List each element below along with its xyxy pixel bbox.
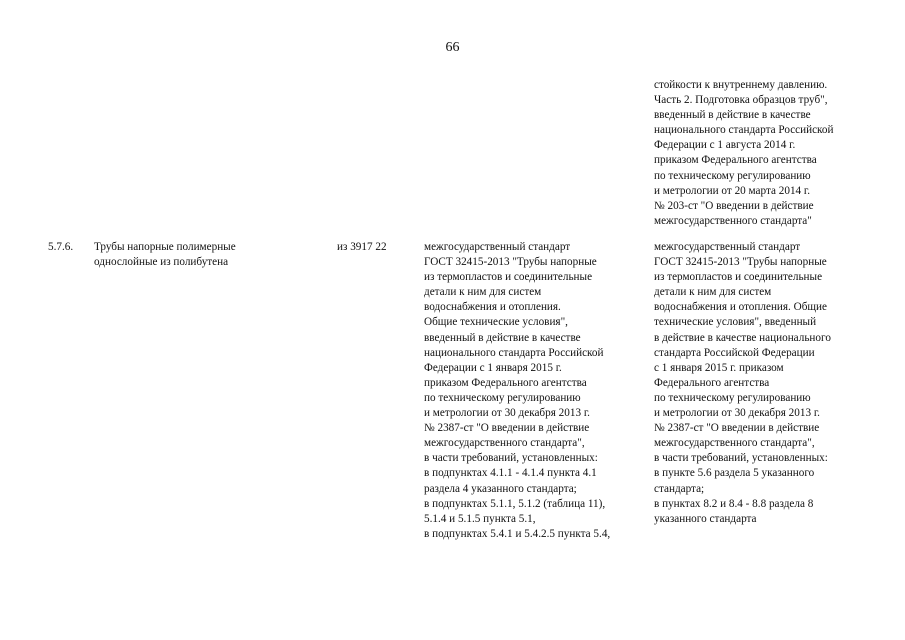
standard-test-methods-text: межгосударственный стандарт ГОСТ 32415-2013 "Трубы напорные из термопластов и соединительные детали к ним для систем водоснабжения и отопления. Общие технические условия", введенный в действие в качестве национального стандарта Российской Федерации с 1 января 2015 г. приказом Федерального агентства по техническому регулированию и метрологии от 30 декабря 2013 г. № 2387-ст "О введении в действие межгосударственного стандарта", в части требований, установленных: в пункте 5.6 раздела 5 указанного стандарта; в пунктах 8.2 и 8.4 - 8.8 раздела 8 указанного стандарта (654, 241, 831, 525)
row-number: 5.7.6. (48, 241, 74, 253)
standard-requirements-text: межгосударственный стандарт ГОСТ 32415-2013 "Трубы напорные из термопластов и соединительные детали к ним для систем водоснабжения и отопления. Общие технические условия", введенный в действие в качестве национального стандарта Российской Федерации с 1 января 2015 г. приказом Федерального агентства по техническому регулированию и метрологии от 30 декабря 2013 г. № 2387-ст "О введении в действие межгосударственного стандарта", в части требований, установленных: в подпунктах 4.1.1 - 4.1.4 пункта 4.1 раздела 4 указанного стандарта; в подпунктах 5.1.1, 5.1.2 (таблица 11), 5.1.4 и 5.1.5 пункта 5.1, в подпунктах 5.4.1 и 5.4.2.5 пункта 5.4, (424, 241, 611, 540)
continued-standard-text: стойкости к внутреннему давлению. Часть 2. Подготовка образцов труб", введенный в действие в качестве национального стандарта Российской Федерации с 1 августа 2014 г. приказом Федерального агентства по техническому регулированию и метрологии от 20 марта 2014 г. № 203-ст "О введении в действие межгосударственного стандарта" (654, 79, 834, 227)
product-name: Трубы напорные полимерные однослойные из полибутена (94, 241, 236, 269)
page-number: 66 (445, 40, 460, 55)
tn-ved-code: из 3917 22 (337, 241, 387, 253)
